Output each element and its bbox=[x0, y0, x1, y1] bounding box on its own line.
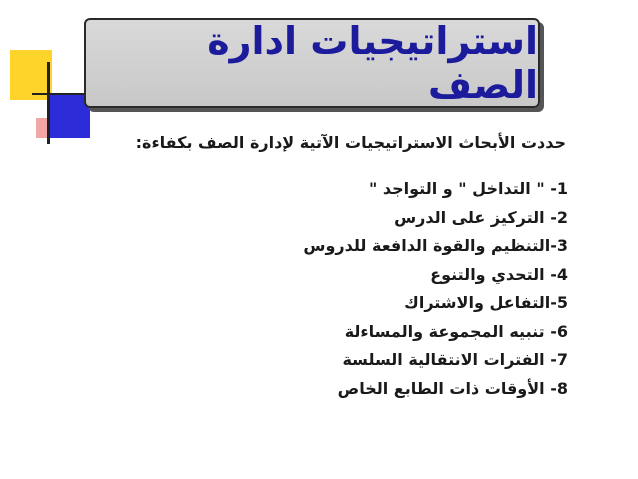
list-item: 1- " التداخل " و التواجد " bbox=[368, 179, 568, 198]
list-item: 3-التنظيم والقوة الدافعة للدروس bbox=[303, 236, 568, 255]
list-item: 5-التفاعل والاشتراك bbox=[404, 293, 568, 312]
list-item: 7- الفترات الانتقالية السلسة bbox=[342, 350, 568, 369]
strategy-list bbox=[98, 175, 568, 403]
list-item: 2- التركيز على الدرس bbox=[394, 207, 568, 227]
decor-vertical-line bbox=[47, 62, 50, 144]
list-item: 8- الأوقات ذات الطابع الخاص bbox=[337, 378, 568, 398]
list-item: 4- التحدي والتنوع bbox=[430, 264, 568, 284]
intro-text: حددت الأبحاث الاستراتيجيات الآتية لإدارة الصف بكفاءة: bbox=[135, 133, 566, 152]
slide-title: استراتيجيات ادارة الصف bbox=[207, 19, 538, 107]
list-item: 6- تنبيه المجموعة والمساءلة bbox=[344, 321, 568, 341]
title-box bbox=[84, 18, 540, 108]
